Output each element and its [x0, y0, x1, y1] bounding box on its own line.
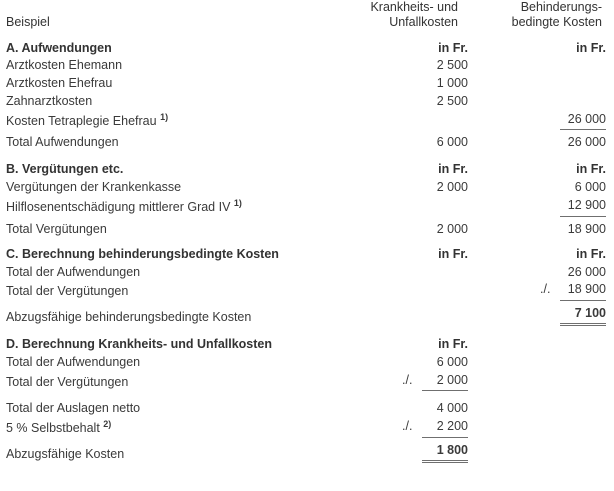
table-row	[6, 75, 606, 93]
header-col2-line2: bedingte Kosten	[511, 14, 602, 29]
row-value-col1	[336, 354, 468, 372]
value: 26 000	[567, 264, 606, 279]
row-value-col2	[468, 354, 606, 372]
row-label: Total der Aufwendungen	[6, 354, 141, 369]
row-label: Total der Aufwendungen	[6, 264, 141, 279]
section-c-unit-col1: in Fr.	[438, 246, 468, 261]
value: 6 000	[436, 354, 468, 369]
section-d-unit-col1: in Fr.	[438, 337, 468, 352]
table-row	[6, 281, 606, 301]
total-value-col2	[468, 217, 606, 238]
row-label: Zahnarztkosten	[6, 93, 93, 108]
row-value-col2	[468, 418, 606, 438]
row-label: Total der Vergütungen	[6, 284, 129, 299]
total-label: Abzugsfähige Kosten	[6, 446, 125, 461]
row-value-col1	[336, 400, 468, 418]
footnote-marker: 1)	[233, 197, 242, 208]
value: 2 000	[436, 180, 468, 195]
table-row	[6, 57, 606, 75]
section-title-row-d	[6, 326, 606, 354]
spacer-cell	[6, 391, 336, 400]
spacer-row	[6, 391, 606, 400]
table-row	[6, 264, 606, 282]
section-title-b: B. Vergütungen etc.	[6, 162, 124, 177]
section-title-row-b	[6, 151, 606, 179]
value: 26 000	[567, 135, 606, 150]
total-row	[6, 217, 606, 238]
row-label: Total der Vergütungen	[6, 374, 129, 389]
value: 6 000	[436, 135, 468, 150]
row-value-col2	[468, 197, 606, 217]
row-value-col2	[468, 264, 606, 282]
row-label: Total der Auslagen netto	[6, 401, 141, 416]
table-row	[6, 197, 606, 217]
section-b-unit-col1: in Fr.	[438, 162, 468, 177]
value: 18 900	[560, 281, 606, 301]
value: 26 000	[560, 111, 606, 131]
minus-sign: ./.	[540, 282, 551, 297]
row-label	[6, 197, 336, 217]
row-value-col1	[336, 372, 468, 392]
value: 1 800	[422, 441, 468, 463]
total-label: Abzugsfähige behinderungsbedingte Kosten	[6, 310, 252, 324]
row-value-col1	[336, 197, 468, 217]
row-value-col2	[468, 75, 606, 93]
section-d-unit-col2	[468, 326, 606, 354]
table-row	[6, 418, 606, 438]
row-label	[6, 418, 336, 438]
value: 2 200	[422, 418, 468, 438]
total-row	[6, 438, 606, 463]
total-label: Total Aufwendungen	[6, 135, 119, 150]
row-label: Arztkosten Ehefrau	[6, 76, 113, 90]
row-label-text: Kosten Tetraplegie Ehefrau	[6, 113, 157, 128]
total-value-col2	[468, 438, 606, 463]
section-a-unit-col2: in Fr.	[576, 40, 606, 55]
header-example-label: Beispiel	[6, 14, 50, 29]
row-value-col2	[468, 93, 606, 111]
total-row	[6, 301, 606, 326]
table-row	[6, 111, 606, 131]
row-value-col2	[468, 400, 606, 418]
total-row	[6, 130, 606, 151]
table-row	[6, 179, 606, 197]
value: 2 500	[436, 58, 468, 73]
row-label: Vergütungen der Krankenkasse	[6, 180, 182, 195]
row-value-col1	[336, 264, 468, 282]
total-value-col1	[336, 217, 468, 238]
row-value-col1	[336, 75, 468, 93]
footnote-marker: 1)	[160, 111, 169, 122]
section-title-a: A. Aufwendungen	[6, 40, 112, 55]
value: 2 000	[436, 221, 468, 236]
total-value-col1	[336, 130, 468, 151]
header-col2	[468, 0, 606, 30]
value: 18 900	[567, 221, 606, 236]
total-value-col2	[468, 130, 606, 151]
spacer-cell	[468, 391, 606, 400]
total-value-col1	[336, 301, 468, 326]
calculation-table	[6, 0, 606, 463]
value: 12 900	[560, 197, 606, 217]
total-label: Total Vergütungen	[6, 221, 107, 236]
row-label: Arztkosten Ehemann	[6, 58, 123, 73]
table-header-row	[6, 0, 606, 30]
row-value-col1	[336, 179, 468, 197]
value: 2 500	[436, 93, 468, 108]
value: 1 000	[436, 76, 468, 90]
row-label-text: 5 % Selbstbehalt	[6, 421, 100, 436]
row-value-col2	[468, 372, 606, 392]
row-value-col1	[336, 111, 468, 131]
row-value-col1	[336, 418, 468, 438]
section-title-d: D. Berechnung Krankheits- und Unfallkosten	[6, 337, 273, 352]
section-c-unit-col2: in Fr.	[576, 246, 606, 261]
section-title-row-c	[6, 238, 606, 264]
total-value-col1	[336, 438, 468, 463]
spacer-cell	[336, 391, 468, 400]
header-col2-line1: Behinderungs-	[520, 0, 602, 14]
total-value-col2	[468, 301, 606, 326]
table-row	[6, 400, 606, 418]
minus-sign: ./.	[402, 419, 413, 434]
section-a-unit-col1: in Fr.	[438, 40, 468, 55]
row-label	[6, 111, 336, 131]
row-label-text: Hilflosenentschädigung mittlerer Grad IV	[6, 199, 231, 214]
value: 7 100	[560, 304, 606, 326]
row-value-col1	[336, 281, 468, 301]
minus-sign: ./.	[402, 372, 413, 387]
footnote-marker: 2)	[103, 418, 112, 429]
section-b-unit-col2: in Fr.	[576, 162, 606, 177]
row-value-col2	[468, 281, 606, 301]
row-value-col2	[468, 179, 606, 197]
table-row	[6, 372, 606, 392]
table-row	[6, 93, 606, 111]
row-value-col1	[336, 57, 468, 75]
header-col1-line1: Krankheits- und	[370, 0, 458, 14]
row-value-col2	[468, 111, 606, 131]
row-value-col2	[468, 57, 606, 75]
row-value-col1	[336, 93, 468, 111]
header-col1-line2: Unfallkosten	[389, 14, 458, 29]
section-title-row-a	[6, 30, 606, 58]
value: 6 000	[574, 180, 606, 195]
header-col1	[336, 0, 468, 30]
value: 4 000	[436, 401, 468, 416]
table-row	[6, 354, 606, 372]
section-title-c: C. Berechnung behinderungsbedingte Kosten	[6, 246, 279, 261]
value: 2 000	[422, 372, 468, 392]
